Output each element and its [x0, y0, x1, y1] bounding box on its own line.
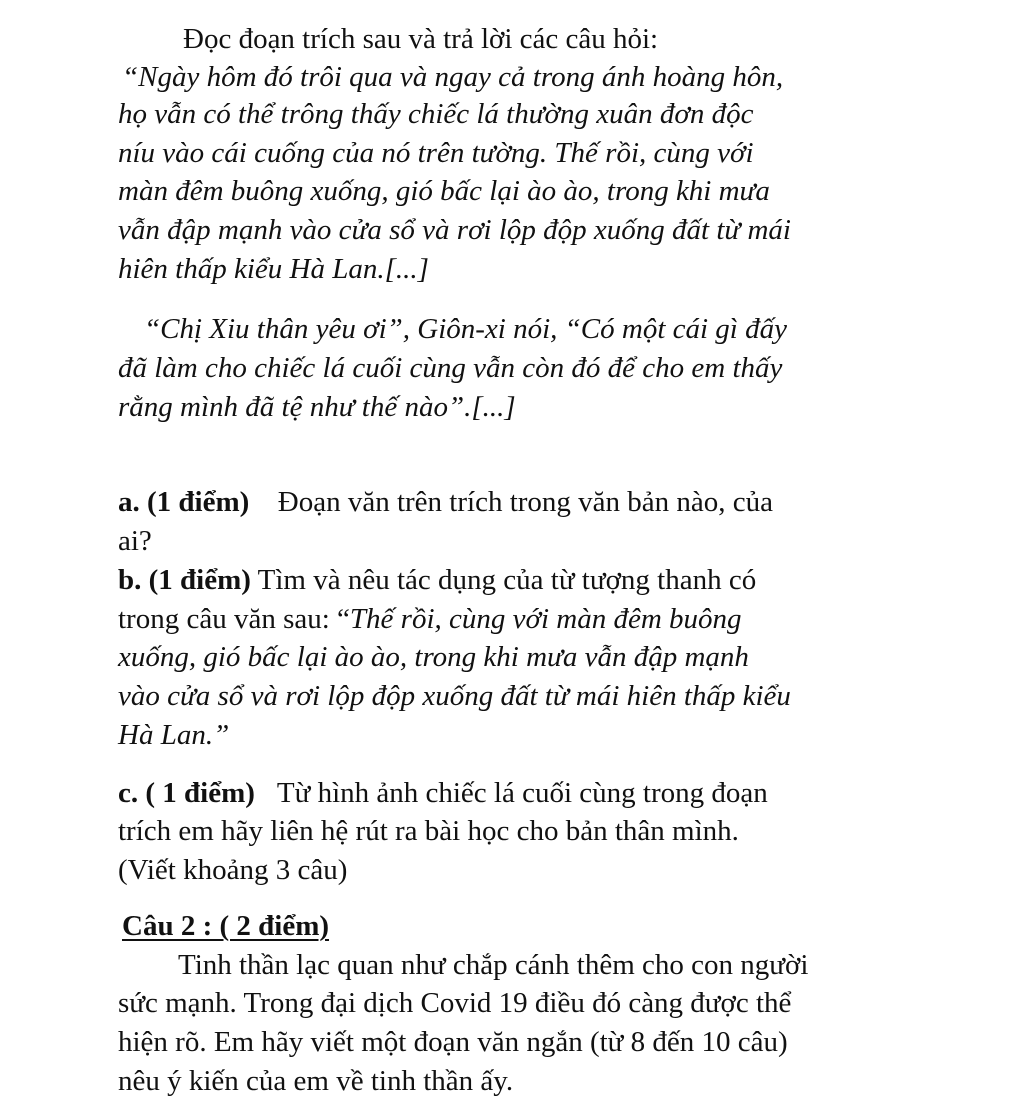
question-a-text: Đoạn văn trên trích trong văn bản nào, của: [277, 486, 774, 518]
question-a-label: a. (1 điểm): [118, 486, 250, 518]
excerpt-line: đã làm cho chiếc lá cuối cùng vẫn còn đó để cho em thấy: [118, 352, 783, 384]
excerpt-line: hiên thấp kiểu Hà Lan.[...]: [118, 253, 429, 285]
question-c-text: (Viết khoảng 3 câu): [118, 854, 348, 886]
excerpt-line: vẫn đập mạnh vào cửa sổ và rơi lộp độp xuống đất từ mái: [118, 214, 791, 246]
question-b-text: Tìm và nêu tác dụng của từ tượng thanh có: [257, 564, 757, 596]
cau-2-text: nêu ý kiến của em về tinh thần ấy.: [118, 1065, 514, 1097]
question-b-label: b. (1 điểm): [118, 564, 251, 596]
question-c-label: c. ( 1 điểm): [118, 777, 255, 809]
cau-2-heading: Câu 2 : ( 2 điểm): [122, 910, 330, 942]
cau-2-text: hiện rõ. Em hãy viết một đoạn văn ngắn (từ 8 đến 10 câu): [118, 1026, 788, 1058]
question-b-quote: Thế rồi, cùng với màn đêm buông: [349, 603, 742, 635]
excerpt-line: rằng mình đã tệ như thế nào”.[...]: [118, 391, 516, 423]
question-b-quote: xuống, gió bấc lại ào ào, trong khi mưa vẫn đập mạnh: [118, 641, 749, 673]
instruction: Đọc đoạn trích sau và trả lời các câu hỏi:: [183, 23, 659, 55]
question-c-text: trích em hãy liên hệ rút ra bài học cho bản thân mình.: [118, 815, 739, 847]
excerpt-line: níu vào cái cuống của nó trên tường. Thế rồi, cùng với: [118, 137, 754, 169]
question-a-text: ai?: [118, 525, 152, 557]
question-b-quote: vào cửa sổ và rơi lộp độp xuống đất từ mái hiên thấp kiểu: [118, 680, 791, 712]
cau-2-text: Tinh thần lạc quan như chắp cánh thêm cho con người: [178, 949, 809, 981]
excerpt-line: họ vẫn có thể trông thấy chiếc lá thường xuân đơn độc: [118, 98, 754, 130]
excerpt-line: “Chị Xiu thân yêu ơi”, Giôn-xi nói, “Có một cái gì đấy: [144, 313, 787, 345]
question-c-text: Từ hình ảnh chiếc lá cuối cùng trong đoạn: [276, 777, 768, 809]
cau-2-text: sức mạnh. Trong đại dịch Covid 19 điều đó càng được thể: [118, 987, 792, 1019]
excerpt-line: “Ngày hôm đó trôi qua và ngay cả trong ánh hoàng hôn,: [122, 61, 784, 93]
question-b-quote: Hà Lan.”: [118, 719, 230, 751]
question-b-text: trong câu văn sau: “: [118, 603, 350, 635]
excerpt-line: màn đêm buông xuống, gió bấc lại ào ào, trong khi mưa: [118, 175, 770, 207]
